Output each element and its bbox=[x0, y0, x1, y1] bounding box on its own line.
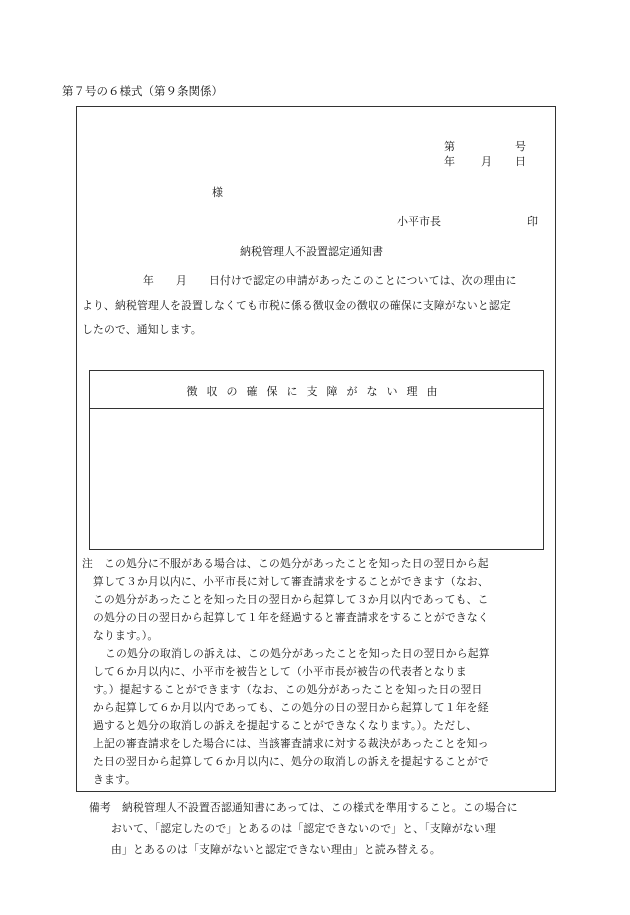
note-line: 算して３か月以内に、小平市長に対して審査請求をすることができます（なお、 bbox=[93, 575, 489, 588]
date-day-label: 日 bbox=[515, 155, 526, 168]
reason-table-header-row bbox=[90, 371, 543, 409]
form-title: 第７号の６様式（第９条関係） bbox=[62, 84, 223, 98]
body-line-3: したので、通知します。 bbox=[82, 323, 202, 336]
note-line: の処分の日の翌日から起算して１年を経過すると審査請求をすることができなく bbox=[93, 611, 489, 624]
note-line: 過すると処分の取消しの訴えを提起することができなくなります。）。ただし、 bbox=[93, 719, 478, 732]
note-line: して６か月以内に、小平市を被告として（小平市長が被告の代表者となりま bbox=[93, 665, 467, 678]
note-line: この処分の取消しの訴えは、この処分があったことを知った日の翌日から起算 bbox=[105, 647, 490, 660]
document-title: 納税管理人不設置認定通知書 bbox=[240, 245, 383, 258]
document-number-prefix: 第 bbox=[444, 140, 455, 153]
reason-table bbox=[89, 370, 544, 550]
body-line-1: 年 月 日付けで認定の申請があったこのことについては、次の理由に bbox=[143, 274, 517, 287]
note-line: から起算して６か月以内であっても、この処分の日の翌日から起算して１年を経 bbox=[93, 701, 489, 714]
reason-table-body bbox=[90, 409, 543, 549]
date-month-label: 月 bbox=[481, 155, 492, 168]
note-line: 上記の審査請求をした場合には、当該審査請求に対する裁決があったことを知っ bbox=[93, 737, 489, 750]
body-line-2: より、納税管理人を設置しなくても市税に係る徴収金の徴収の確保に支障がないと認定 bbox=[82, 299, 511, 312]
note-line: きます。 bbox=[93, 773, 137, 786]
reason-table-header: 徴収の確保に支障がない理由 bbox=[186, 385, 447, 398]
seal-mark: 印 bbox=[527, 215, 538, 228]
note-line: なります。）。 bbox=[93, 629, 159, 642]
note-line: 注 この処分に不服がある場合は、この処分があったことを知った日の翌日から起 bbox=[82, 557, 489, 570]
issuer-name: 小平市長 bbox=[397, 215, 441, 228]
addressee-suffix: 様 bbox=[212, 186, 223, 199]
remarks-line: 由」とあるのは「支障がないと認定できない理由」と読み替える。 bbox=[111, 843, 441, 856]
note-line: す。）提起することができます（なお、この処分があったことを知った日の翌日 bbox=[93, 683, 483, 696]
note-line: この処分があったことを知った日の翌日から起算して３か月以内であっても、こ bbox=[93, 593, 489, 606]
document-number-suffix: 号 bbox=[515, 140, 526, 153]
date-year-label: 年 bbox=[444, 155, 455, 168]
remarks-line: 備考 納税管理人不設置否認通知書にあっては、この様式を準用すること。この場合に bbox=[89, 801, 518, 814]
remarks-line: おいて、「認定したので」とあるのは「認定できないので」と、「支障がない理 bbox=[111, 822, 496, 835]
note-line: た日の翌日から起算して６か月以内に、処分の取消しの訴えを提起することがで bbox=[93, 755, 489, 768]
